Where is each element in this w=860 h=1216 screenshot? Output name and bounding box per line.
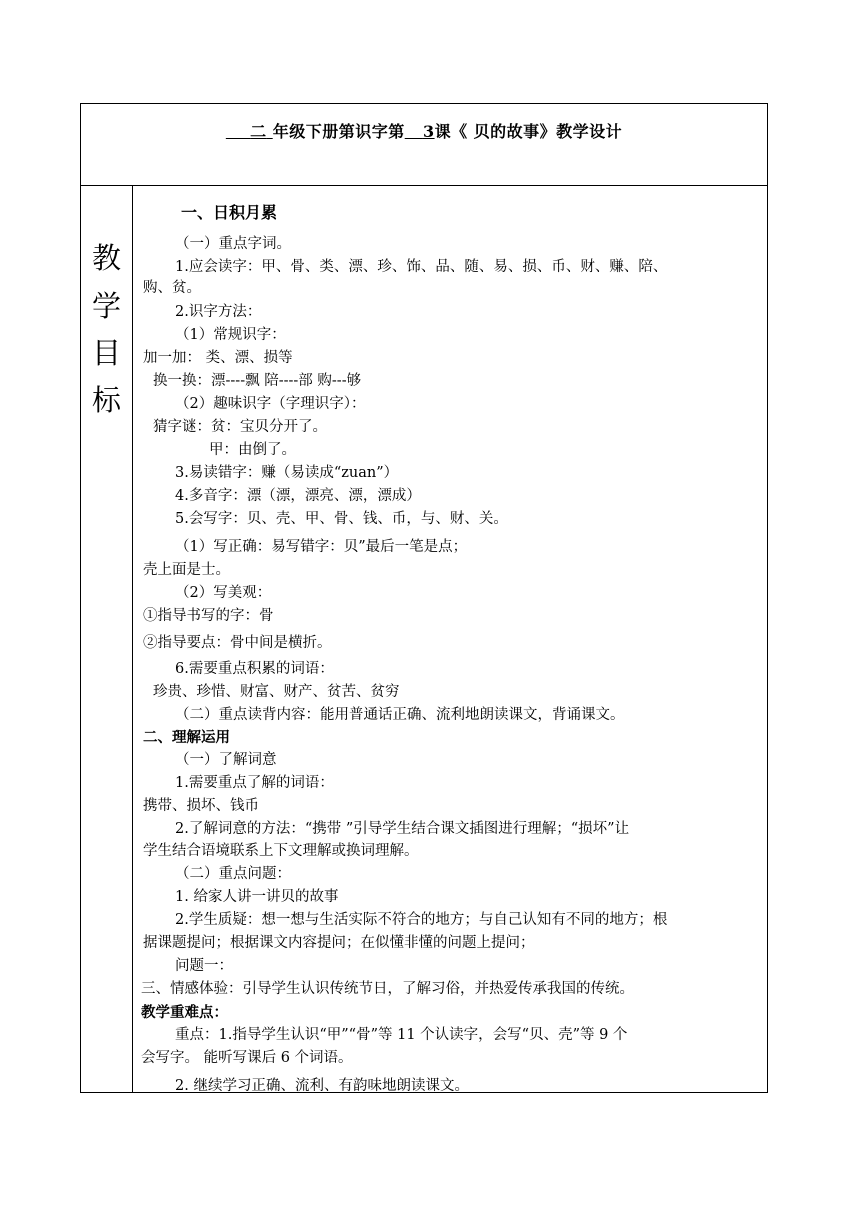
text-line: （1）常规识字：	[175, 327, 286, 343]
text-line: 2.了解词意的方法：“携带 ”引导学生结合课文插图进行理解；“损坏”让	[175, 821, 630, 837]
text-line: ②指导要点：骨中间是横折。	[143, 635, 332, 651]
text-line: 学生结合语境联系上下文理解或换词理解。	[143, 843, 419, 859]
title-grade: 二	[250, 122, 267, 141]
text-line: （二）重点读背内容：能用普通话正确、流利地朗读课文，背诵课文。	[175, 707, 625, 723]
text-line: 甲：由倒了。	[209, 442, 296, 458]
section-heading: 二、理解运用	[143, 729, 230, 746]
text-line: 购、贫。	[143, 280, 201, 296]
text-line: 换一换：漂----飘 陪----部 购---够	[153, 373, 362, 389]
title-row	[81, 104, 767, 186]
text-line: 5.会写字：贝、壳、甲、骨、钱、币，与、财、关。	[175, 511, 508, 527]
side-label	[81, 186, 133, 1092]
text-line: 2.学生质疑：想一想与生活实际不符合的地方；与自己认知有不同的地方；根	[175, 912, 668, 928]
text-line: 1.需要重点了解的词语：	[175, 775, 334, 791]
text-line: 壳上面是士。	[143, 562, 230, 578]
text-line: 珍贵、珍惜、财富、财产、贫苦、贫穷	[153, 684, 400, 700]
text-line: （2）写美观：	[175, 585, 272, 601]
text-line: （2）趣味识字（字理识字）：	[175, 396, 366, 412]
side-label-char: 教	[91, 241, 121, 275]
page-title	[81, 119, 767, 142]
text-line: 1. 给家人讲一讲贝的故事	[175, 889, 339, 905]
text-line: 2. 继续学习正确、流利、有韵味地朗读课文。	[175, 1078, 469, 1094]
text-line: 4.多音字：漂（漂，漂亮、漂，漂成）	[175, 488, 421, 504]
subheading: （二）重点问题：	[175, 866, 291, 882]
text-line: 会写字。 能听写课后 6 个词语。	[141, 1050, 353, 1066]
text-line: ①指导书写的字：骨	[143, 608, 274, 624]
side-label-char: 目	[91, 336, 121, 370]
side-label-char: 学	[91, 289, 121, 323]
title-lesson-number: 3	[422, 122, 435, 141]
title-mid: 年级下册第识字第	[272, 122, 405, 141]
content-cell	[133, 186, 767, 1092]
subheading: （一）了解词意	[175, 752, 277, 768]
section-heading: 一、日积月累	[181, 203, 278, 222]
text-line: 3.易读错字：赚（易读成“zuan”）	[175, 465, 399, 481]
text-line: 猜字谜：贫：宝贝分开了。	[153, 419, 327, 435]
text-line: 问题一：	[175, 958, 233, 974]
subheading: （一）重点字词。	[175, 236, 291, 252]
text-line: 重点：1.指导学生认识“甲”“骨”等 11 个认读字，会写“贝、壳”等 9 个	[175, 1027, 628, 1043]
lesson-plan-table	[80, 103, 768, 1093]
side-label-char: 标	[91, 383, 121, 417]
title-rest: 课《 贝的故事》教学设计	[434, 122, 623, 141]
text-line: 据课题提问；根据课文内容提问；在似懂非懂的问题上提问；	[143, 935, 535, 951]
text-line: 加一加： 类、漂、损等	[143, 350, 293, 366]
text-line: （1）写正确：易写错字：贝”最后一笔是点；	[175, 539, 468, 555]
section-heading: 教学重难点：	[141, 1004, 228, 1021]
text-line: 6.需要重点积累的词语：	[175, 661, 334, 677]
text-line: 2.识字方法：	[175, 304, 262, 320]
text-line: 三、情感体验：引导学生认识传统节日，了解习俗，并热爱传承我国的传统。	[141, 981, 634, 997]
text-line: 携带、损坏、钱币	[143, 798, 259, 814]
text-line: 1.应会读字：甲、骨、类、漂、珍、饰、品、随、易、损、币、财、赚、陪、	[175, 259, 668, 275]
